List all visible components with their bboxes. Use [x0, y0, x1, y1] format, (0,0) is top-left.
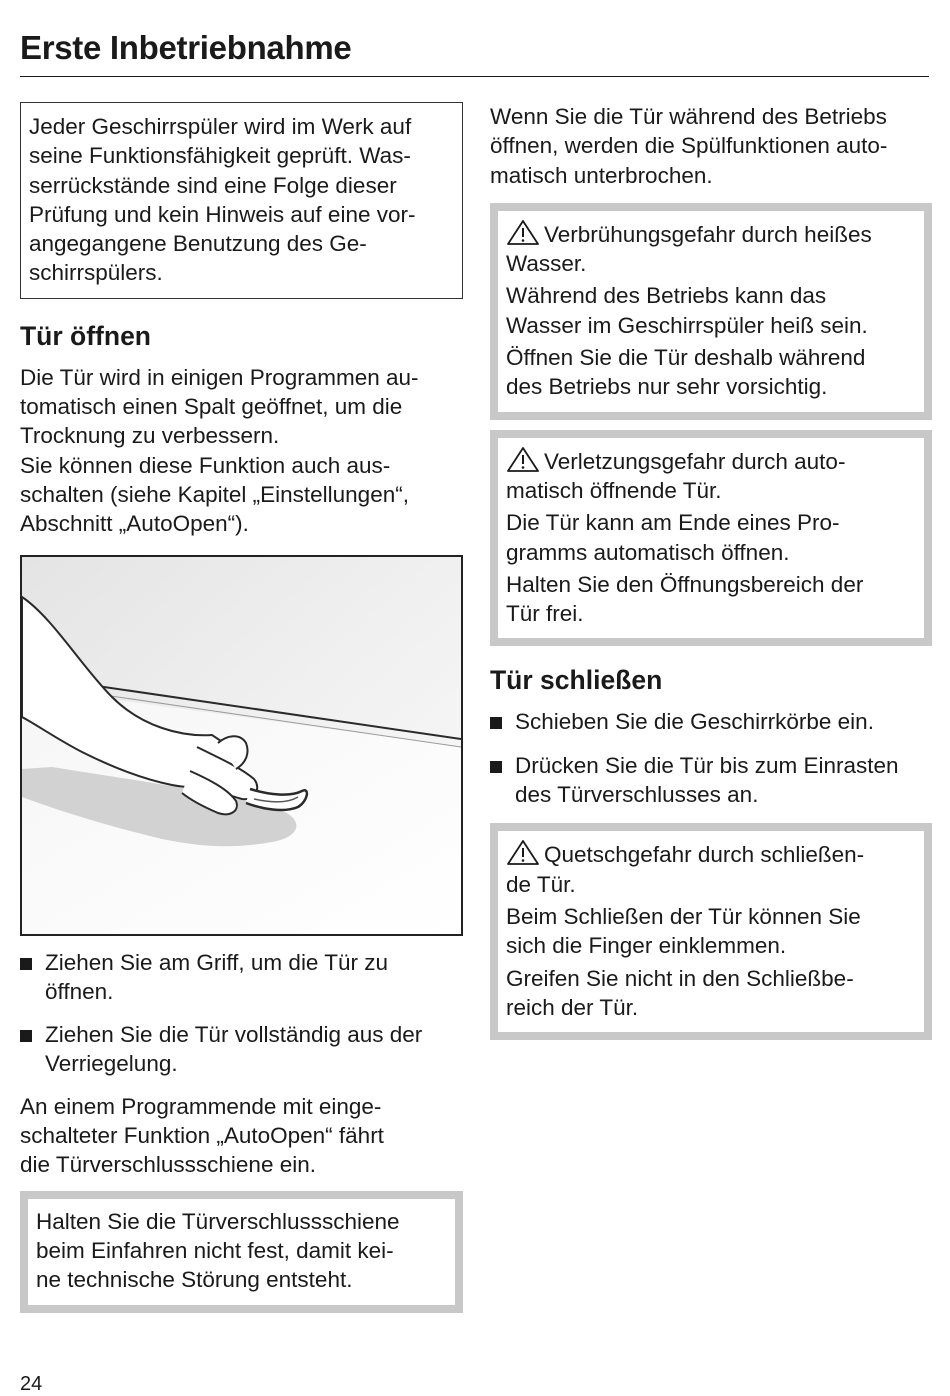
pinch-warning-box — [490, 823, 932, 1040]
bullet-square-icon — [20, 1030, 32, 1042]
list-item — [490, 707, 932, 736]
scald-warning-title-text: Verbrühungsgefahr durch heißes Wasser. — [506, 221, 872, 277]
auto-open-warning-line: Halten Sie den Öffnungsbereich der Tür frei. — [506, 571, 864, 627]
scald-warning-line: Öffnen Sie die Tür deshalb während des Betriebs nur sehr vorsichtig. — [506, 345, 866, 400]
bullet-square-icon — [490, 761, 502, 773]
bullet-square-icon — [490, 717, 502, 729]
list-item-text: Schieben Sie die Geschirrkörbe ein. — [515, 709, 874, 735]
pinch-warning-title-text: Quetschgefahr durch schließen- de Tür. — [506, 842, 865, 897]
auto-open-warning-line: Die Tür kann am Ende eines Pro- gramms automatisch öffnen. — [506, 510, 840, 565]
left-column — [20, 100, 463, 1313]
scald-warning-box — [490, 203, 932, 420]
factory-test-note — [20, 102, 463, 299]
autoopen-paragraph: An einem Programmende mit einge- schalteter Funktion „AutoOpen“ fährt die Türverschlussschiene ein. — [20, 1093, 384, 1178]
list-item — [20, 948, 463, 1007]
rail-caution-box — [20, 1191, 463, 1313]
pinch-warning-line: Greifen Sie nicht in den Schließbe- reich der Tür. — [506, 965, 854, 1020]
rail-caution-text: Halten Sie die Türverschlussschiene beim Einfahren nicht fest, damit kei- ne technische Störung entsteht. — [36, 1208, 400, 1293]
tuer-oeffnen-paragraph: Die Tür wird in einigen Programmen au- tomatisch einen Spalt geöffnet, um die Trocknung zu verbessern. Sie können diese Funktion auch aus- schalten (siehe Kapitel „Einstellungen“, Abschnitt „AutoOpen“). — [20, 364, 419, 537]
door-opening-illustration — [20, 555, 463, 936]
scald-warning-line: Während des Betriebs kann das Wasser im Geschirrspüler heiß sein. — [506, 283, 868, 338]
auto-open-warning-box — [490, 430, 932, 647]
pinch-warning-line: Beim Schließen der Tür können Sie sich die Finger einklemmen. — [506, 903, 861, 959]
list-item-text: Ziehen Sie die Tür vollständig aus der Verriegelung. — [45, 1022, 423, 1077]
list-item-text: Drücken Sie die Tür bis zum Einrasten des Türverschlusses an. — [515, 752, 899, 808]
warning-triangle-icon — [506, 839, 540, 866]
auto-open-warning-title — [506, 446, 916, 506]
factory-test-note-text: Jeder Geschirrspüler wird im Werk auf seine Funktionsfähigkeit geprüft. Was- serrückstände sind eine Folge dieser Prüfung und kein Hinweis auf eine vor- angegangene Benutzung des Ge- schirrspülers. — [29, 114, 416, 286]
auto-open-warning-title-text: Verletzungsgefahr durch auto- matisch öffnende Tür. — [506, 448, 846, 503]
hand-opening-door-icon — [22, 557, 461, 934]
right-column — [490, 100, 932, 1040]
open-steps-list — [20, 948, 463, 1079]
pinch-warning-title — [506, 839, 916, 899]
page-number: 24 — [20, 1373, 43, 1395]
close-steps-list — [490, 707, 932, 809]
warning-triangle-icon — [506, 446, 540, 473]
section-heading-tuer-oeffnen: Tür öffnen — [20, 320, 151, 351]
title-divider — [20, 76, 929, 77]
section-heading-tuer-schliessen: Tür schließen — [490, 665, 663, 696]
list-item — [20, 1020, 463, 1079]
page-title: Erste Inbetriebnahme — [20, 29, 352, 66]
bullet-square-icon — [20, 958, 32, 970]
scald-warning-title — [506, 219, 916, 279]
list-item — [490, 751, 932, 810]
interruption-paragraph: Wenn Sie die Tür während des Betriebs öffnen, werden die Spülfunktionen auto- matisch unterbrochen. — [490, 104, 888, 188]
warning-triangle-icon — [506, 219, 540, 246]
list-item-text: Ziehen Sie am Griff, um die Tür zu öffnen. — [45, 949, 389, 1004]
